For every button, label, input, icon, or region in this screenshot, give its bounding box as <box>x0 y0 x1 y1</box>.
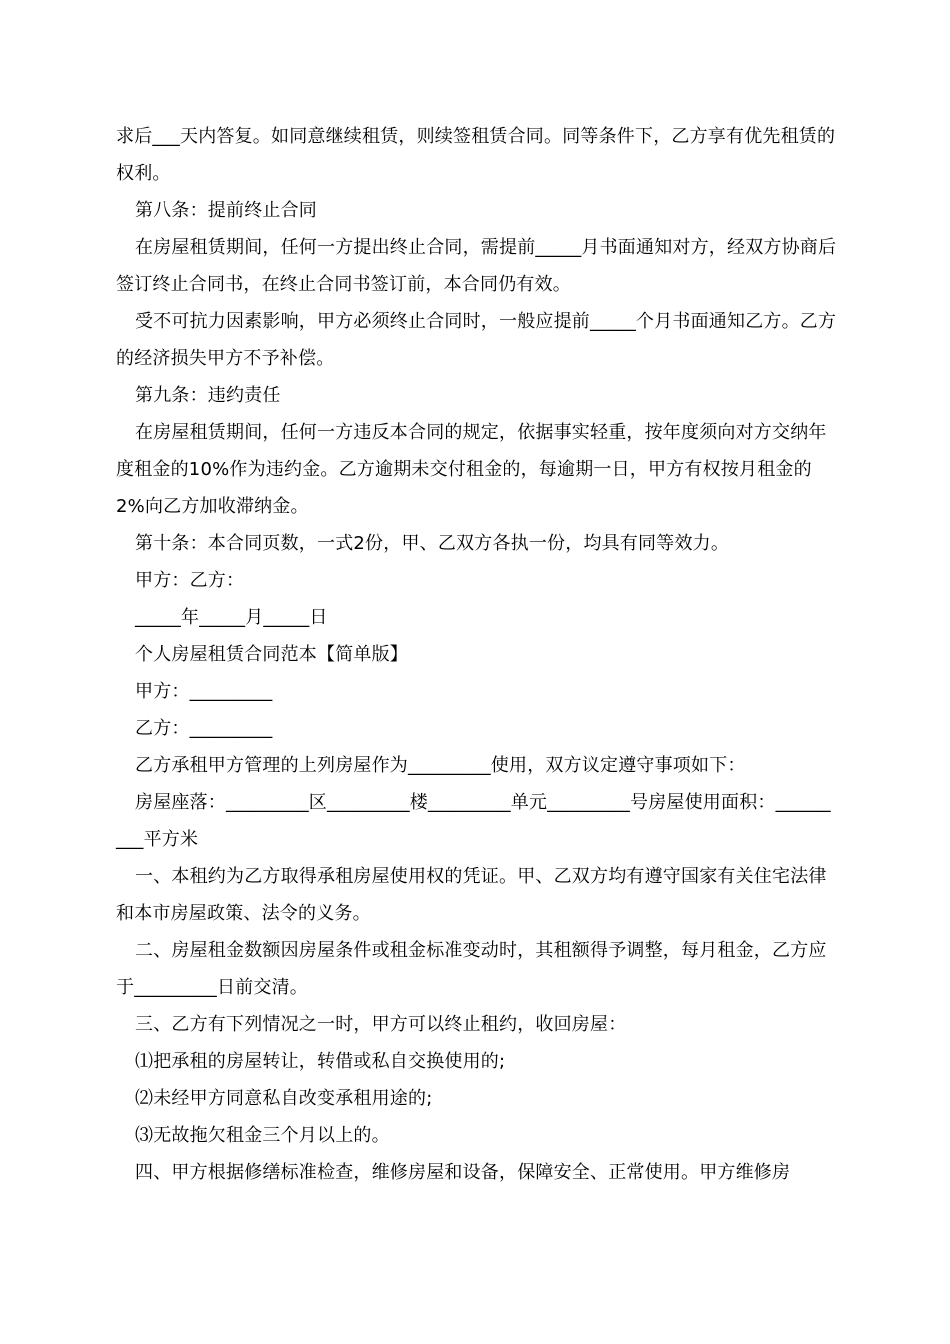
clause: 二、房屋租金数额因房屋条件或租金标准变动时，其租额得予调整，每月租金，乙方应于_________日前交清。 <box>116 940 827 998</box>
document-title: 个人房屋租赁合同范本【简单版】 <box>135 644 408 665</box>
list-item: ⑵未经甲方同意私自改变承租用途的; <box>135 1088 433 1109</box>
signature-line: 甲方：乙方： <box>135 570 245 591</box>
section-heading: 第九条：违约责任 <box>135 385 281 406</box>
list-item: ⑴把承租的房屋转让，转借或私自交换使用的; <box>135 1051 506 1072</box>
paragraph: 在房屋租赁期间，任何一方违反本合同的规定，依据事实轻重，按年度须向对方交纳年度租金的10%作为违约金。乙方逾期未交付租金的，每逾期一日，甲方有权按月租金的2%向乙方加收滞纳金。 <box>116 422 827 517</box>
paragraph: 乙方承租甲方管理的上列房屋作为_________使用，双方议定遵守事项如下： <box>135 755 746 776</box>
document-body <box>116 118 838 1191</box>
clause: 三、乙方有下列情况之一时，甲方可以终止租约，收回房屋： <box>135 1014 627 1035</box>
property-location: 房屋座落：_________区_________楼_________单元_________号房屋使用面积：_________平方米 <box>116 792 831 850</box>
section-heading: 第八条：提前终止合同 <box>135 200 317 221</box>
paragraph: 求后___天内答复。如同意继续租赁，则续签租赁合同。同等条件下，乙方享有优先租赁的权利。 <box>116 126 836 184</box>
clause: 四、甲方根据修缮标准检查，维修房屋和设备，保障安全、正常使用。甲方维修房 <box>135 1162 791 1183</box>
clause: 一、本租约为乙方取得承租房屋使用权的凭证。甲、乙双方均有遵守国家有关住宅法律和本市房屋政策、法令的义务。 <box>116 866 827 924</box>
date-line: _____年_____月_____日 <box>135 607 328 628</box>
party-a-field: 甲方：_________ <box>135 681 273 702</box>
list-item: ⑶无故拖欠租金三个月以上的。 <box>135 1125 390 1146</box>
party-b-field: 乙方：_________ <box>135 718 273 739</box>
paragraph: 第十条：本合同页数，一式2份，甲、乙双方各执一份，均具有同等效力。 <box>135 533 730 554</box>
paragraph: 在房屋租赁期间，任何一方提出终止合同，需提前_____月书面通知对方，经双方协商后签订终止合同书，在终止合同书签订前，本合同仍有效。 <box>116 237 837 295</box>
paragraph: 受不可抗力因素影响，甲方必须终止合同时，一般应提前_____个月书面通知乙方。乙方的经济损失甲方不予补偿。 <box>116 311 837 369</box>
